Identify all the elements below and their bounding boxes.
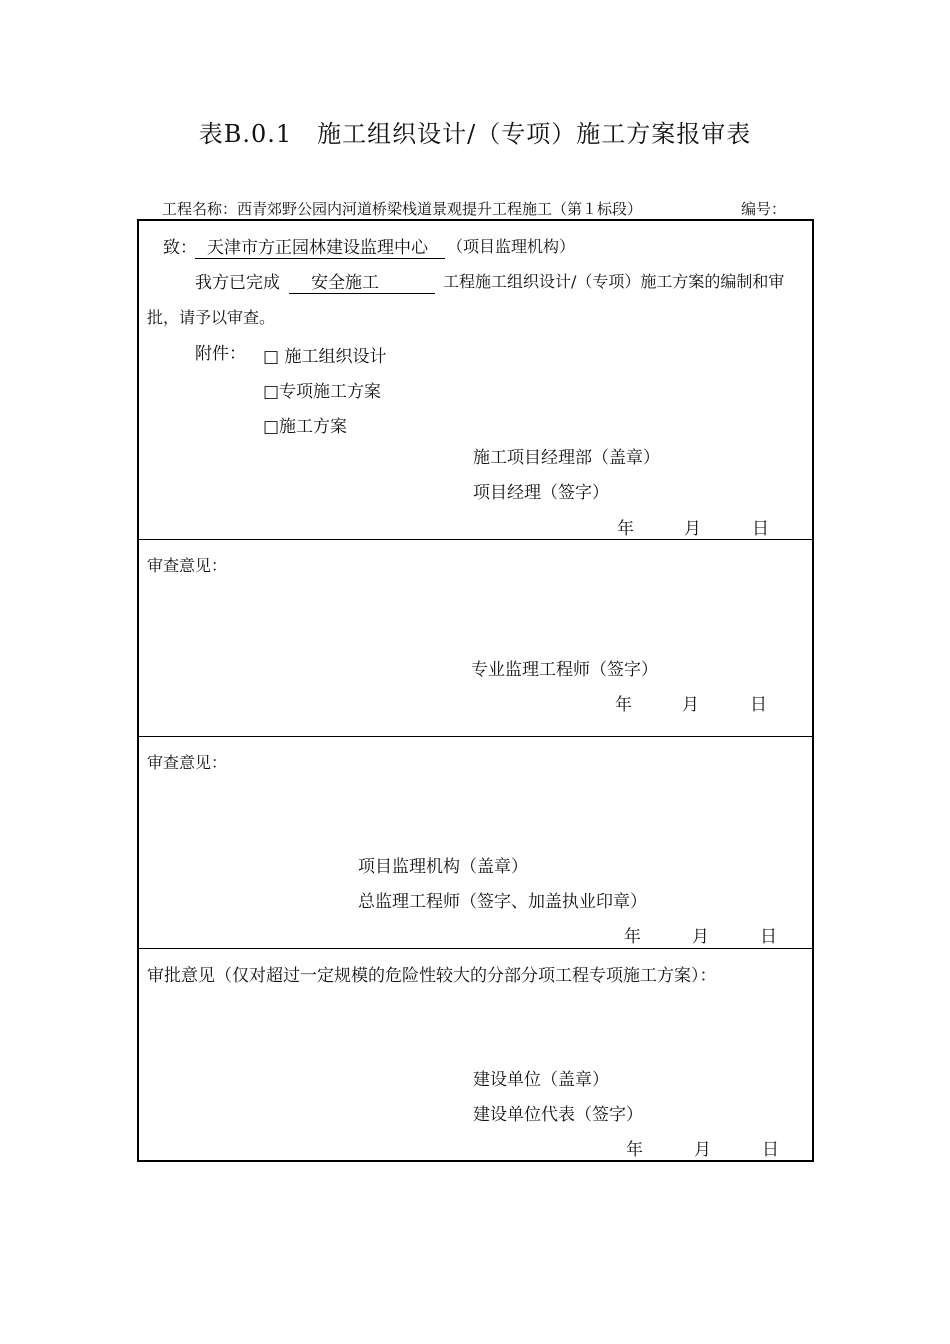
completed-item-field: 安全施工 [289,268,435,294]
date-month: 月 [694,1140,711,1160]
date-year: 年 [624,927,641,947]
attachment-option-plan[interactable]: □施工方案 [263,417,348,437]
body-prefix: 我方已完成 [195,273,280,293]
page-title: 表B.0.1 施工组织设计/（专项）施工方案报审表 [198,120,752,148]
sign-org-label: 项目监理机构（盖章） [358,857,528,877]
to-label: 致： [163,238,197,258]
sign-person-label: 建设单位代表（签字） [473,1105,643,1125]
review-label: 审查意见： [147,556,228,575]
body-line2: 批，请予以审查。 [147,308,276,327]
sign-person-label: 专业监理工程师（签字） [471,660,658,680]
sign-person-label: 项目经理（签字） [473,483,609,503]
approval-label: 审批意见（仅对超过一定规模的危险性较大的分部分项工程专项施工方案）： [147,966,717,986]
sign-unit-label: 建设单位（盖章） [473,1070,609,1090]
attachment-option-special-plan[interactable]: □专项施工方案 [263,382,382,402]
sign-person-label: 总监理工程师（签字、加盖执业印章） [358,892,647,912]
date-month: 月 [692,927,709,947]
project-name-label: 工程名称：西青郊野公园内河道桥梁栈道景观提升工程施工（第１标段） [162,200,643,218]
date-year: 年 [626,1140,643,1160]
date-month: 月 [684,519,701,539]
date-day: 日 [760,927,777,947]
recipient-field: 天津市方正园林建设监理中心 [195,233,445,259]
sign-dept-label: 施工项目经理部（盖章） [473,448,660,468]
document-number-label: 编号： [741,200,787,218]
section-divider [139,948,812,949]
review-label: 审查意见： [147,753,228,772]
date-year: 年 [617,519,634,539]
date-day: 日 [752,519,769,539]
date-year: 年 [615,695,632,715]
recipient-suffix: （项目监理机构） [447,237,576,256]
date-day: 日 [750,695,767,715]
attachments-label: 附件： [195,344,246,364]
date-day: 日 [762,1140,779,1160]
date-month: 月 [682,695,699,715]
body-suffix: 工程施工组织设计/（专项）施工方案的编制和审 [443,272,785,291]
section-divider [139,736,812,737]
section-divider [139,539,812,540]
form-table [137,219,814,1162]
attachment-option-org-design[interactable]: □ 施工组织设计 [263,347,387,367]
